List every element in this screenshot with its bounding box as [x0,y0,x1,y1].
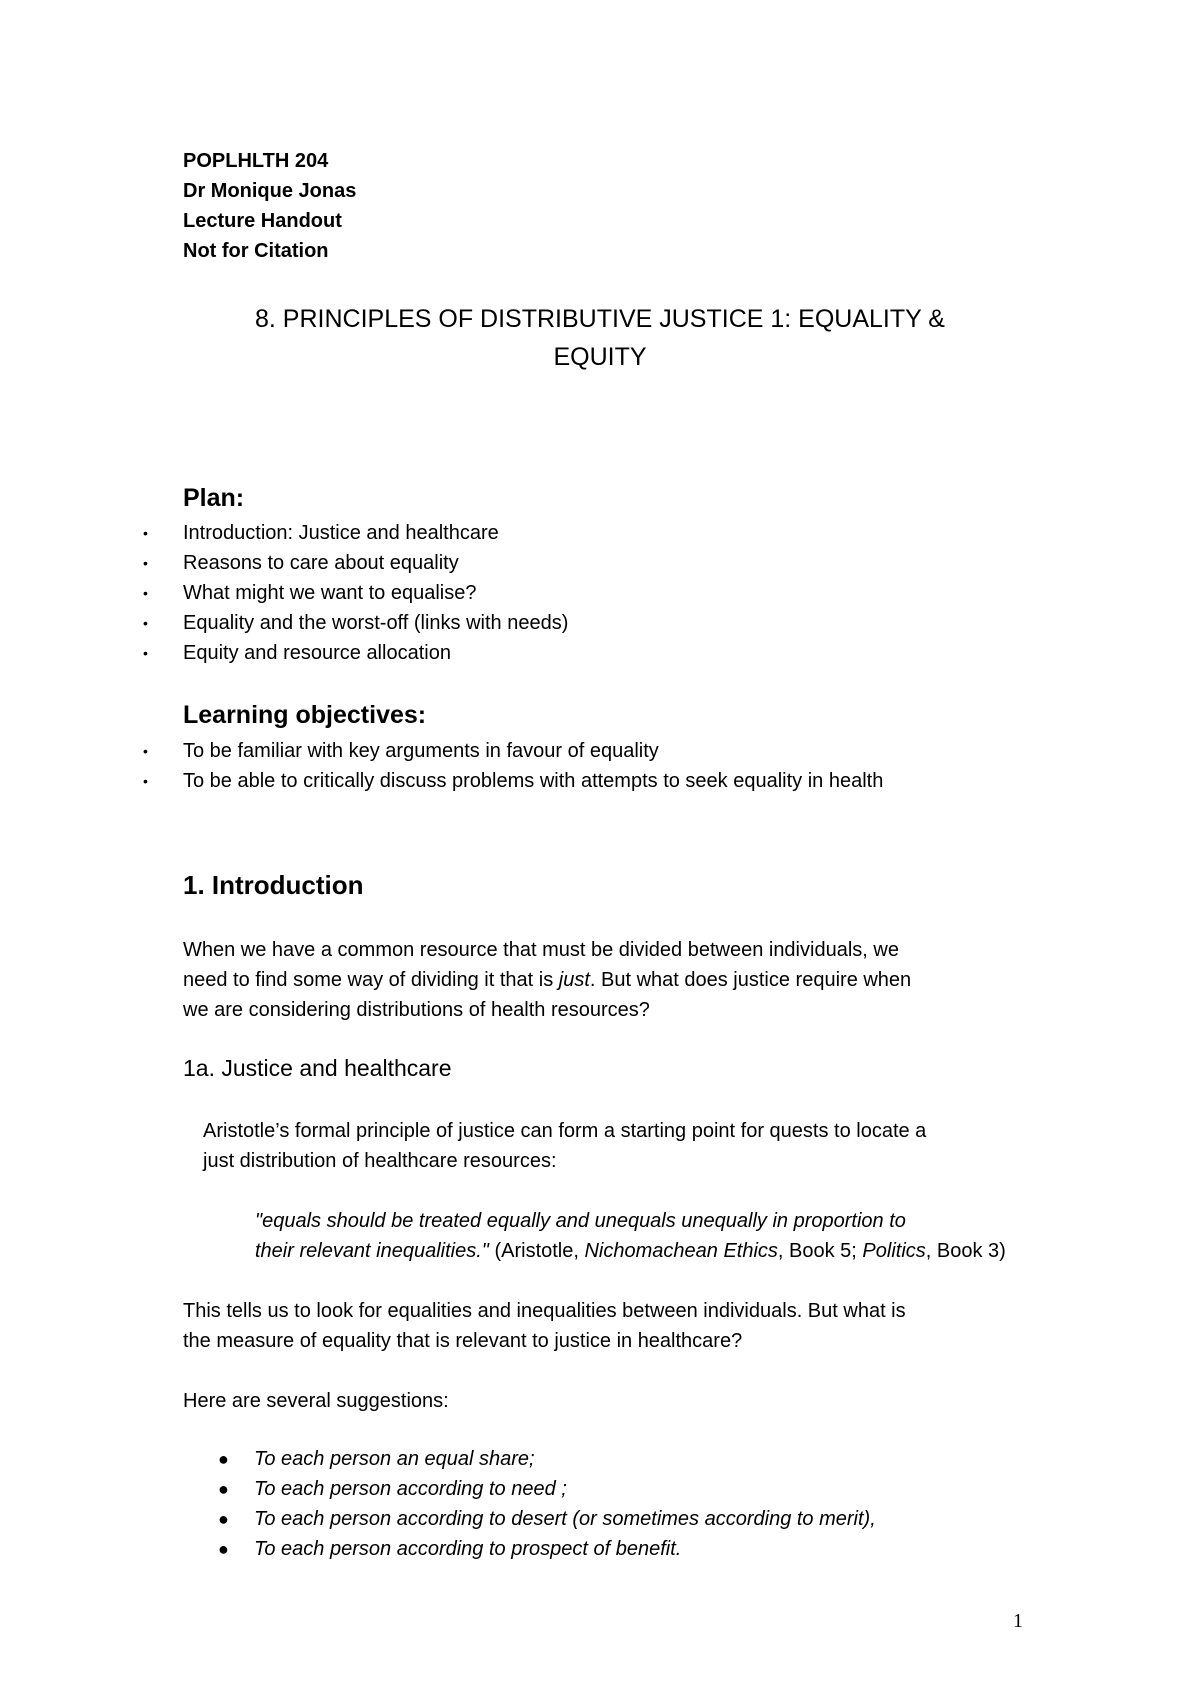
measure-paragraph [183,1296,906,1356]
paragraph-line: just distribution of healthcare resources: [203,1150,557,1172]
title-line-2: EQUITY [553,343,647,371]
objectives-heading: Learning objectives: [183,701,427,729]
bullet-icon: ● [218,1539,229,1559]
aristotle-quote [255,1206,1006,1266]
paragraph-line: Aristotle’s formal principle of justice can form a starting point for quests to locate a [203,1120,927,1142]
bullet-icon: • [143,615,148,631]
bullet-icon: ● [218,1479,229,1499]
quote-line-2: their relevant inequalities." (Aristotle, Nichomachean Ethics, Book 5; Politics, Book 3) [255,1240,1006,1262]
bullet-icon: ● [218,1509,229,1529]
quote-line-1: "equals should be treated equally and unequals unequally in proportion to [255,1210,906,1232]
lecturer-name: Dr Monique Jonas [183,180,357,202]
bullet-icon: ● [218,1449,229,1469]
bullet-icon: • [143,773,148,789]
document-page: POPLHLTH 204 Dr Monique Jonas Lecture Handout Not for Citation 8. PRINCIPLES OF DISTRIBUTIVE JUSTICE 1: EQUALITY & EQUITY Plan: • Introduction: Justice and healthcare • Reasons to care about equality • What might we want to equalise? • Equality and the worst-off (links with needs) • Equity and resource allocation Learning objectives: • To be familiar with key arguments in favour of equality • To be able to critically discuss problems with attempts to seek equality in health 1. Introduction When we have a common resource that must be divided between individuals, we need to find some way of dividing it that is just. But what does justice require when we are considering distributions of health resources? 1a. Justice and healthcare Aristotle’s formal principle of justice can form a starting point for quests to locate a just distribution of healthcare resources: "equals should be treated equally and unequals unequally in proportion to their relevant inequalities." (Aristotle, Nichomachean Ethics, Book 5; Politics, Book 3) This tells us to look for equalities and inequalities between individuals. But what is the measure of equality that is relevant to justice in healthcare? Here are several suggestions: ● To each person an equal share; ● To each person according to need ; ● To each person according to desert (or sometimes according to merit), ● To each person according to prospect of benefit. 1 [0,0,1200,1698]
emphasis-just: just [558,969,590,991]
aristotle-paragraph [203,1116,926,1176]
citation-notice: Not for Citation [183,240,329,262]
document-title [150,300,1050,376]
page-number: 1 [1013,1610,1023,1632]
intro-paragraph [183,935,911,1025]
bullet-icon: • [143,555,148,571]
title-line-1: 8. PRINCIPLES OF DISTRIBUTIVE JUSTICE 1: EQUALITY & [255,305,945,333]
bullet-icon: • [143,743,148,759]
paragraph-line: need to find some way of dividing it that is just. But what does justice require when [183,969,912,991]
bullet-icon: • [143,585,148,601]
paragraph-line: When we have a common resource that must be divided between individuals, we [183,939,899,961]
quote-citation: (Aristotle, Nichomachean Ethics, Book 5; Politics, Book 3) [488,1240,1006,1262]
course-code: POPLHLTH 204 [183,150,329,172]
subsection-heading: 1a. Justice and healthcare [183,1055,452,1081]
paragraph-line: we are considering distributions of health resources? [183,999,650,1021]
paragraph-line: This tells us to look for equalities and inequalities between individuals. But what is [183,1300,906,1322]
document-type: Lecture Handout [183,210,342,232]
suggestions-intro: Here are several suggestions: [183,1390,449,1412]
plan-heading: Plan: [183,484,245,512]
bullet-icon: • [143,645,148,661]
bullet-icon: • [143,525,148,541]
intro-heading: 1. Introduction [183,870,364,900]
paragraph-line: the measure of equality that is relevant to justice in healthcare? [183,1330,743,1352]
